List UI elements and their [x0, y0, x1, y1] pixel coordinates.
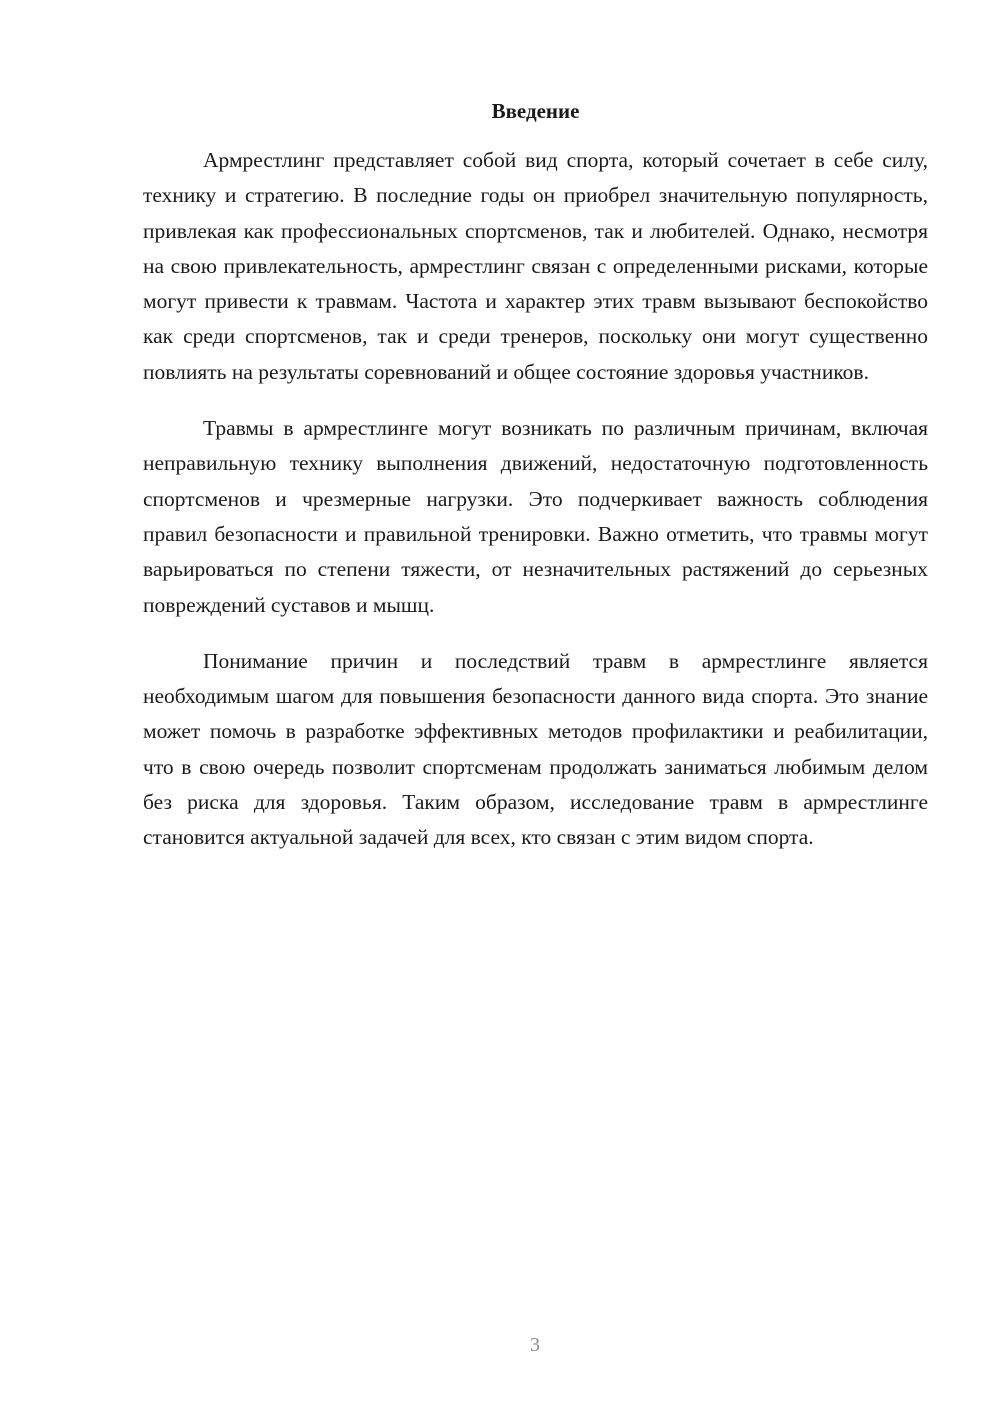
paragraph-3: Понимание причин и последствий травм в армрестлинге является необходимым шагом для повышения безопасности данного вида спорта. Это знание может помочь в разработке эффективных методов профилактики и реабилитации, что в свою очередь позволит спортсменам продолжать заниматься любимым делом без риска для здоровья. Таким образом, исследование травм в армрестлинге становится актуальной задачей для всех, кто связан с этим видом спорта. — [143, 648, 928, 850]
body-text — [143, 143, 928, 856]
page-number: 3 — [530, 1334, 540, 1356]
paragraph-1: Армрестлинг представляет собой вид спорта, который сочетает в себе силу, технику и стратегию. В последние годы он приобрел значительную популярность, привлекая как профессиональных спортсменов, так и любителей. Однако, несмотря на свою привлекательность, армрестлинг связан с определенными рисками, которые могут привести к травмам. Частота и характер этих травм вызывают беспокойство как среди спортсменов, так и среди тренеров, поскольку они могут существенно повлиять на результаты соревнований и общее состояние здоровья участников. — [143, 148, 928, 384]
paragraph-2: Травмы в армрестлинге могут возникать по различным причинам, включая неправильную технику выполнения движений, недостаточную подготовленность спортсменов и чрезмерные нагрузки. Это подчеркивает важность соблюдения правил безопасности и правильной тренировки. Важно отметить, что травмы могут варьироваться по степени тяжести, от незначительных растяжений до серьезных повреждений суставов и мышц. — [143, 416, 928, 617]
section-heading: Введение — [491, 99, 580, 123]
